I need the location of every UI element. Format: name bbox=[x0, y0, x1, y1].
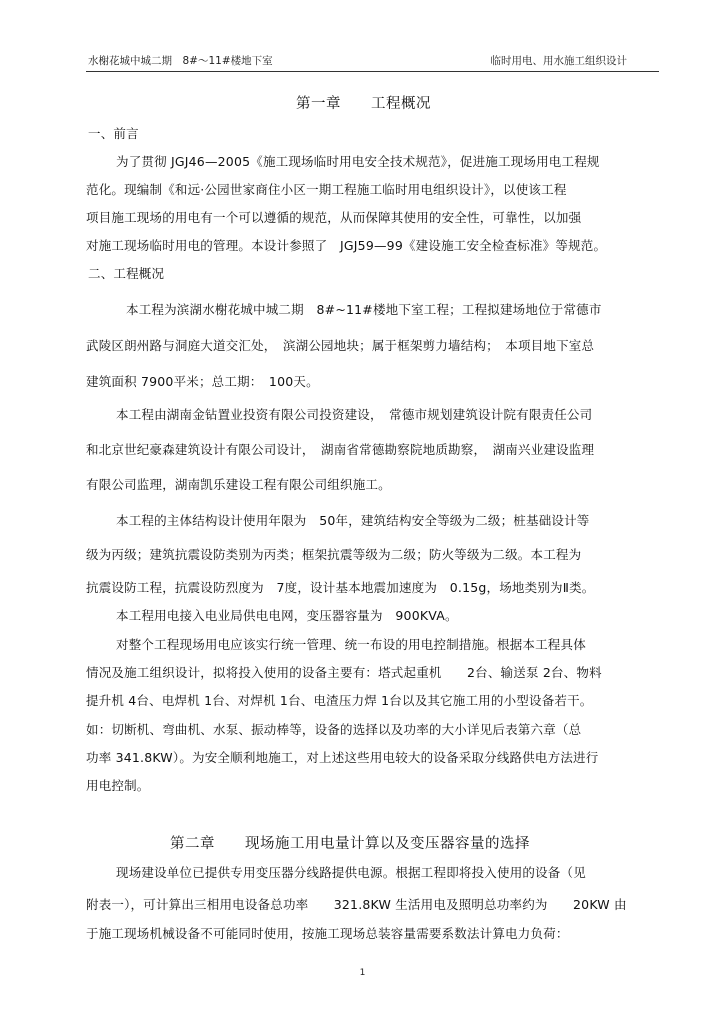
chapter-2-title: 第二章 现场施工用电量计算以及变压器容量的选择 bbox=[170, 836, 530, 852]
paragraph-line: 和北京世纪豪森建筑设计有限公司设计， 湖南省常德勘察院地质勘察， 湖南兴业建设监理 bbox=[86, 442, 595, 457]
paragraph-line: 有限公司监理，湖南凯乐建设工程有限公司组织施工。 bbox=[86, 477, 391, 492]
paragraph-line: 本工程由湖南金钻置业投资有限公司投资建设， 常德市规划建筑设计院有限责任公司 bbox=[116, 407, 593, 422]
paragraph-line: 本工程为滨湖水榭花城中城二期 8#~11#楼地下室工程；工程拟建场地位于常德市 bbox=[126, 302, 602, 317]
paragraph-line: 抗震设防工程，抗震设防烈度为 7度，设计基本地震加速度为 0.15g，场地类别为Ⅱ类。 bbox=[86, 580, 595, 595]
page-number: 1 bbox=[359, 968, 366, 978]
section-title-overview: 二、工程概况 bbox=[88, 266, 165, 281]
paragraph-line: 情况及施工组织设计，拟将投入使用的设备主要有：塔式起重机 2台、输送泵 2台、物料 bbox=[86, 665, 602, 680]
paragraph-line: 武陵区朗州路与洞庭大道交汇处， 滨湖公园地块；属于框架剪力墙结构； 本项目地下室总 bbox=[86, 338, 595, 353]
paragraph-line: 用电控制。 bbox=[86, 778, 150, 793]
header-divider bbox=[86, 71, 659, 72]
paragraph-line: 建筑面积 7900平米；总工期： 100天。 bbox=[86, 374, 319, 389]
chapter-1-title: 第一章 工程概况 bbox=[296, 96, 431, 112]
running-header-right: 临时用电、用水施工组织设计 bbox=[490, 55, 627, 67]
paragraph-line: 项目施工现场的用电有一个可以遵循的规范，从而保障其使用的安全性，可靠性，以加强 bbox=[86, 210, 582, 225]
paragraph-line: 如：切断机、弯曲机、水泵、振动棒等，设备的选择以及功率的大小详见后表第六章（总 bbox=[86, 722, 582, 737]
paragraph-line: 为了贯彻 JGJ46—2005《施工现场临时用电安全技术规范》，促进施工现场用电工程规 bbox=[116, 154, 600, 169]
paragraph-line: 本工程的主体结构设计使用年限为 50年，建筑结构安全等级为二级；桩基础设计等 bbox=[116, 513, 590, 528]
paragraph-line: 对整个工程现场用电应该实行统一管理、统一布设的用电控制措施。根据本工程具体 bbox=[116, 637, 586, 652]
paragraph-line: 于施工现场机械设备不可能同时使用，按施工现场总装容量需要系数法计算电力负荷： bbox=[86, 926, 569, 941]
paragraph-line: 提升机 4台、电焊机 1台、对焊机 1台、电渣压力焊 1台以及其它施工用的小型设备若干。 bbox=[86, 693, 593, 708]
running-header-left: 水榭花城中城二期 8#～11#楼地下室 bbox=[88, 55, 273, 67]
paragraph-line: 本工程用电接入电业局供电电网，变压器容量为 900KVA。 bbox=[116, 608, 458, 623]
paragraph-line: 对施工现场临时用电的管理。本设计参照了 JGJ59—99《建设施工安全检查标准》等规范。 bbox=[86, 238, 607, 253]
paragraph-line: 附表一），可计算出三相用电设备总功率 321.8KW 生活用电及照明总功率约为 20KW 由 bbox=[86, 897, 627, 912]
paragraph-line: 级为丙级；建筑抗震设防类别为丙类；框架抗震等级为二级；防火等级为二级。本工程为 bbox=[86, 547, 582, 562]
paragraph-line: 功率 341.8KW）。为安全顺利地施工，对上述这些用电较大的设备采取分线路供电方法进行 bbox=[86, 750, 599, 765]
paragraph-line: 范化。现编制《和远·公园世家商住小区一期工程施工临时用电组织设计》，以使该工程 bbox=[86, 182, 567, 197]
section-title-preface: 一、前言 bbox=[88, 126, 139, 141]
paragraph-line: 现场建设单位已提供专用变压器分线路提供电源。根据工程即将投入使用的设备（见 bbox=[116, 865, 586, 880]
